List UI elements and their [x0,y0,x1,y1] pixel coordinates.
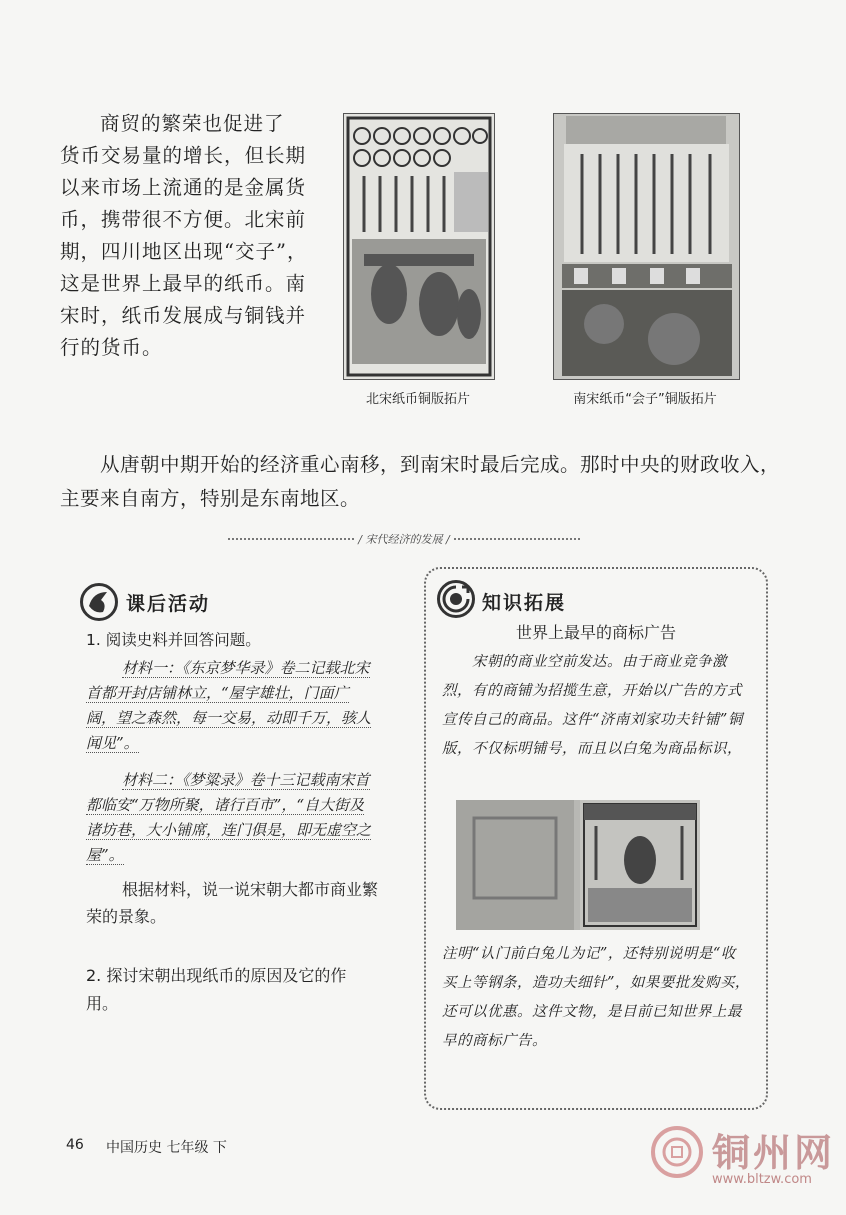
divider-dots-right [454,538,580,540]
main-paragraph [60,448,790,516]
book-title: 中国历史 七年级 下 [106,1140,227,1156]
activity-q1: 1. 阅读史料并回答问题。 [86,631,261,649]
activity-q1-prompt [86,876,378,930]
material-two-text: 材料二：《梦粱录》卷十三记载南宋首都临安“万物所聚，诸行百市”，“自大街及诸坊巷，大小铺席，连门俱是，即无虚空之屋”。 [86,771,372,864]
activity-icon [80,583,118,621]
q1-prompt-text: 根据材料，说一说宋朝大都市商业繁荣的景象。 [86,880,379,926]
knowledge-icon [437,580,475,618]
material-one [86,656,372,756]
white-rabbit-plate-image [456,800,700,930]
south-song-caption: 南宋纸币“会子”铜版拓片 [573,392,717,407]
intro-line1: 商贸的繁荣也促进了 [100,112,285,135]
knowledge-text-2: 注明“认门前白兔儿为记”，还特别说明是“收买上等钢条，造功夫细针”，如果要批发购买，还可以优惠。这件文物，是目前已知世界上最早的商标广告。 [442,946,750,1049]
paragraph-text: 从唐朝中期开始的经济重心南移，到南宋时最后完成。那时中央的财政收入，主要来自南方，特别是东南地区。 [60,453,781,510]
intro-text [60,108,310,364]
divider-text: / 宋代经济的发展 / [358,533,450,546]
activity-q2: 2. 探讨宋朝出现纸币的原因及它的作用。 [86,966,347,1013]
divider-dots-left [228,538,354,540]
knowledge-title: 世界上最早的商标广告 [515,623,676,642]
knowledge-text-1 [442,648,750,764]
watermark-name: 铜州网 [712,1131,836,1175]
watermark-url: www.bltzw.com [712,1172,812,1187]
intro-rest: 货币交易量的增长，但长期以来市场上流通的是金属货币，携带很不方便。北宋前期，四川地区出现“交子”，这是世界上最早的纸币。南宋时，纸币发展成与铜钱并行的货币。 [60,144,308,359]
activity-heading: 课后活动 [126,593,211,615]
north-song-caption: 北宋纸币铜版拓片 [365,392,470,407]
material-two [86,768,372,868]
north-song-banknote-image [343,113,495,380]
material-one-text: 材料一：《东京梦华录》卷二记载北宋首都开封店铺林立，“屋宇雄壮，门面广阔，望之森然，每一交易，动即千万，骇人闻见”。 [86,659,372,752]
watermark-logo-icon [650,1125,704,1179]
knowledge-text-1-body: 宋朝的商业空前发达。由于商业竞争激烈，有的商铺为招揽生意，开始以广告的方式宣传自己的商品。这件“济南刘家功夫针铺”铜版，不仅标明铺号，而且以白兔为商品标识， [442,654,743,757]
south-song-banknote-image [553,113,740,380]
knowledge-heading: 知识拓展 [482,592,567,614]
section-divider [228,530,580,548]
page-number: 46 [66,1137,84,1153]
